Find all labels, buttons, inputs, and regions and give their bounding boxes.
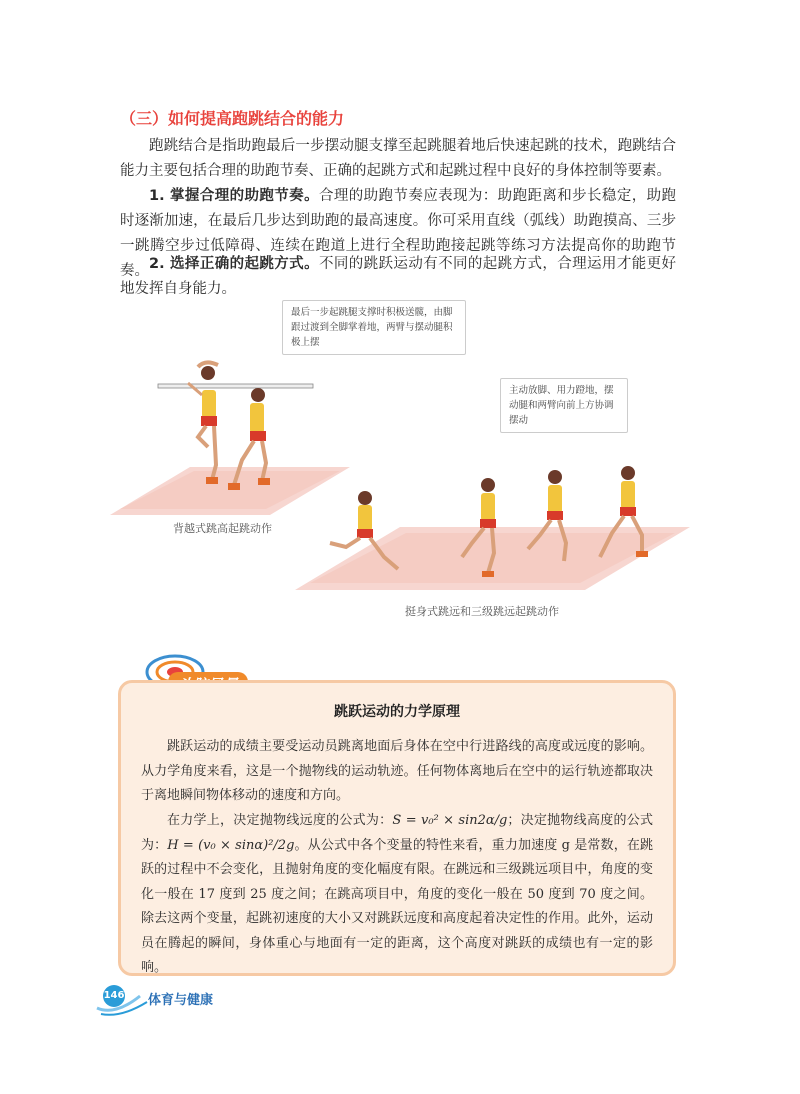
point-1-heading: 1. 掌握合理的助跑节奏。 (149, 188, 319, 204)
high-jump-bar (158, 384, 313, 388)
caption-long-jump: 挺身式跳远和三级跳远起跳动作 (405, 605, 559, 618)
point-2-heading: 2. 选择正确的起跳方式。 (149, 256, 319, 272)
brainstorm-paragraph-1: 跳跃运动的成绩主要受运动员跳离地面后身体在空中行进路线的高度或远度的影响。从力学角度来看，这是一个抛物线的运动轨迹。任何物体离地后在空中的运行轨迹都取决于离地瞬间物体移动的速度和方向。 (141, 739, 653, 803)
formula-height: H = (v₀ × sinα)²/2g (167, 837, 295, 853)
brainstorm-paragraph-2 (141, 809, 653, 981)
para2-part-c: 。从公式中各个变量的特性来看，重力加速度 g 是常数，在跳跃的过程中不会变化，且抛射角度的变化幅度有限。在跳远和三级跳远项目中，角度的变化一般在 17 度到 25 度之间；在跳高项目中，角度的变化一般在 50 度到 70 度之间。除去这两个变量，起跳初速度的大小又对跳跃远度和高度起着决定性的作用。此外，运动员在腾起的瞬间，身体重心与地面有一定的距离，这个高度对跳跃的成绩也有一定的影响。 (141, 837, 653, 975)
callout-high-jump: 最后一步起跳腿支撑时积极送髋，由脚跟过渡到全脚掌着地，两臂与摆动腿积极上摆 (282, 300, 466, 355)
point-2-text: 不同的跳跃运动有不同的起跳方式，合理运用才能更好地发挥自身能力。 (120, 256, 676, 297)
para2-part-b: ；决定抛物线高度的公式为： (141, 813, 653, 853)
book-title: 体育与健康 (148, 993, 214, 1008)
para2-part-a: 在力学上，决定抛物线远度的公式为： (167, 813, 393, 828)
brainstorm-title: 跳跃运动的力学原理 (334, 704, 460, 720)
high-jumper-1 (188, 362, 218, 484)
caption-high-jump: 背越式跳高起跳动作 (173, 522, 272, 535)
page-number: 146 (103, 985, 125, 1007)
formula-distance: S = v₀² × sin2α/g (392, 813, 508, 828)
callout-long-jump: 主动放脚、用力蹬地，摆动腿和两臂向前上方协调摆动 (500, 378, 628, 433)
intro-paragraph: 跑跳结合是指助跑最后一步摆动腿支撑至起跳腿着地后快速起跳的技术，跑跳结合能力主要包括合理的助跑节奏、正确的起跳方式和起跳过程中良好的身体控制等要素。 (120, 138, 676, 179)
brainstorm-box (118, 680, 676, 976)
point-1-text: 合理的助跑节奏应表现为：助跑距离和步长稳定，助跑时逐渐加速，在最后几步达到助跑的最高速度。你可采用直线（弧线）助跑摸高、三步一跳腾空步过低障碍、连续在跑道上进行全程助跑接起跳等练习方法提高你的助跑节奏。 (120, 188, 676, 279)
section-title: （三）如何提高跑跳结合的能力 (120, 109, 345, 128)
